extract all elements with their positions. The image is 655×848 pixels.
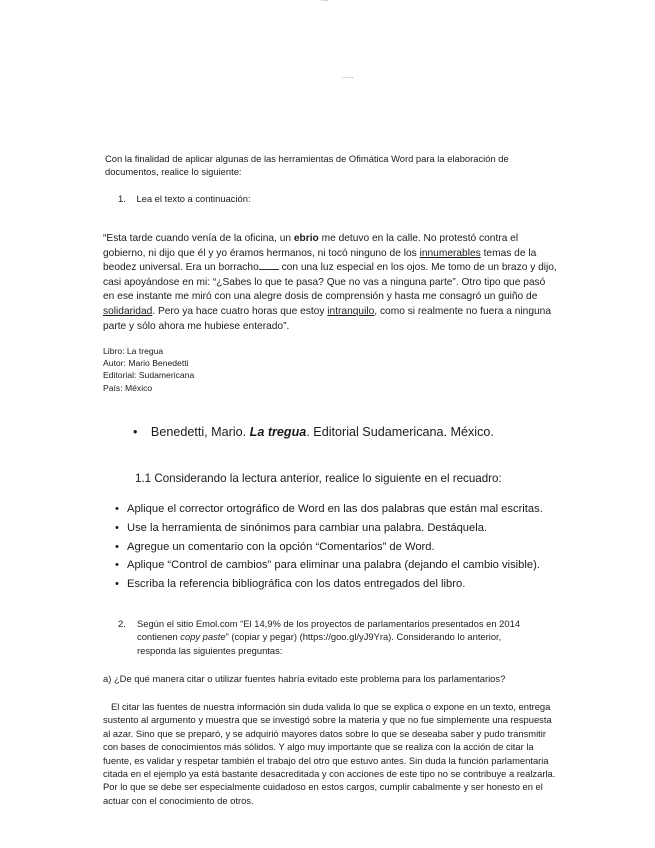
step-2-text bbox=[137, 617, 538, 657]
list-item: • Aplique el corrector ortográfico de Word en las dos palabras que están mal escritas. bbox=[115, 500, 543, 519]
header-sub-mark: ...... bbox=[342, 73, 354, 80]
answer-paragraph: El citar las fuentes de nuestra información sin duda valida lo que se explica o expone en un texto, entrega sustento al argumento y muestra que se investigó sobre la materia y que no fue simplemente una respuesta al azar. Sino que se preparó, y se adquirió mayores datos sobre lo que se deseaba saber y pudo transmitir con bases de conocimientos más sólidos. Y algo muy importante que se realiza con la acción de citar la fuente, es validar y respetar también el trabajo del otro que estuvo antes. Sin duda la función parlamentaria citada en el ejemplo ya está bastante desacreditada y con acciones de este tipo no se contribuye a realzarla. Por lo que se debe ser especialmente cuidadoso en estos cargos, cumplir cabalmente y ser honesto en el actuar con el conocimiento de otros. bbox=[103, 701, 556, 806]
quote-text: me detuvo en la calle. No protestó contra el gobierno, ni dijo que él y yo éramos hermanos, ni tocó ninguno de los bbox=[103, 233, 519, 259]
misspelled-word: innumerables bbox=[419, 247, 481, 259]
step-2-text-part: ” (copiar y pegar) (https://goo.gl/yJ9Yra). Considerando lo anterior, responda las siguientes preguntas: bbox=[137, 631, 502, 656]
reference-author: Benedetti, Mario. bbox=[150, 425, 250, 439]
bibliographic-reference bbox=[133, 423, 494, 441]
quote-text: temas de la beodez universal. Era un borracho bbox=[103, 247, 537, 274]
question-a: a) ¿De qué manera citar o utilizar fuentes habría evitado este problema para los parlamentarios? bbox=[103, 673, 506, 684]
quote-bold-word: ebrio bbox=[293, 233, 319, 244]
quote-text: “Esta tarde cuando venía de la oficina, un bbox=[103, 233, 294, 244]
reference-rest: . Editorial Sudamericana. México. bbox=[306, 425, 494, 439]
quote-text: con una luz especial en los ojos. Me tomo de un brazo y dijo, casi apoyándose en mi: “¿Sabes lo que te pasa? Que no vas a ninguna parte”. Otro tipo que pasó en ese instante me miró con una alegre dosis de comprensión y hasta me consagró un guiño de bbox=[103, 262, 557, 303]
list-item: • Agregue un comentario con la opción “Comentarios” de Word. bbox=[115, 538, 543, 557]
intro-paragraph: Con la finalidad de aplicar algunas de las herramientas de Ofimática Word para la elaboración de documentos, realice lo siguiente: bbox=[105, 153, 509, 178]
step-1-number: 1. bbox=[118, 193, 126, 204]
step-2-number: 2. bbox=[118, 618, 126, 629]
step-1-text: Lea el texto a continuación: bbox=[136, 193, 251, 204]
misspelled-word: solidaridad bbox=[103, 305, 153, 317]
step-2-italic: copy paste bbox=[180, 631, 226, 643]
book-info bbox=[103, 345, 194, 394]
quote-text: . Pero ya hace cuatro horas que estoy bbox=[152, 305, 328, 317]
book-author: Autor: Mario Benedetti bbox=[103, 358, 189, 369]
list-item: • Escriba la referencia bibliográfica con los datos entregados del libro. bbox=[115, 575, 543, 594]
misspelled-word: intranquilo bbox=[327, 305, 375, 317]
book-title: Libro: La tregua bbox=[103, 346, 164, 356]
reference-bullet: • bbox=[133, 425, 138, 439]
section-1-1-heading: 1.1 Considerando la lectura anterior, realice lo siguiente en el recuadro: bbox=[135, 472, 502, 485]
list-item: • Use la herramienta de sinónimos para cambiar una palabra. Destáquela. bbox=[115, 519, 543, 538]
quote-text: , como si realmente no fuera a ninguna parte y sólo ahora me hubiese enterado”. bbox=[103, 305, 551, 332]
book-publisher: Editorial: Sudamericana bbox=[103, 370, 195, 381]
quote-paragraph bbox=[103, 232, 558, 334]
step-2 bbox=[118, 617, 538, 657]
blank-line bbox=[259, 261, 279, 270]
header-mark bbox=[321, 0, 329, 3]
list-item: • Aplique “Control de cambios” para eliminar una palabra (dejando el cambio visible). bbox=[115, 556, 543, 575]
book-country: País: México bbox=[103, 382, 153, 393]
reference-title: La tregua bbox=[249, 425, 307, 439]
task-list bbox=[115, 500, 543, 594]
step-1 bbox=[118, 192, 251, 205]
step-2-text-part: Según el sitio Emol.com “El 14,9% de los proyectos de parlamentarios presentados en 2014 contienen bbox=[137, 618, 521, 643]
